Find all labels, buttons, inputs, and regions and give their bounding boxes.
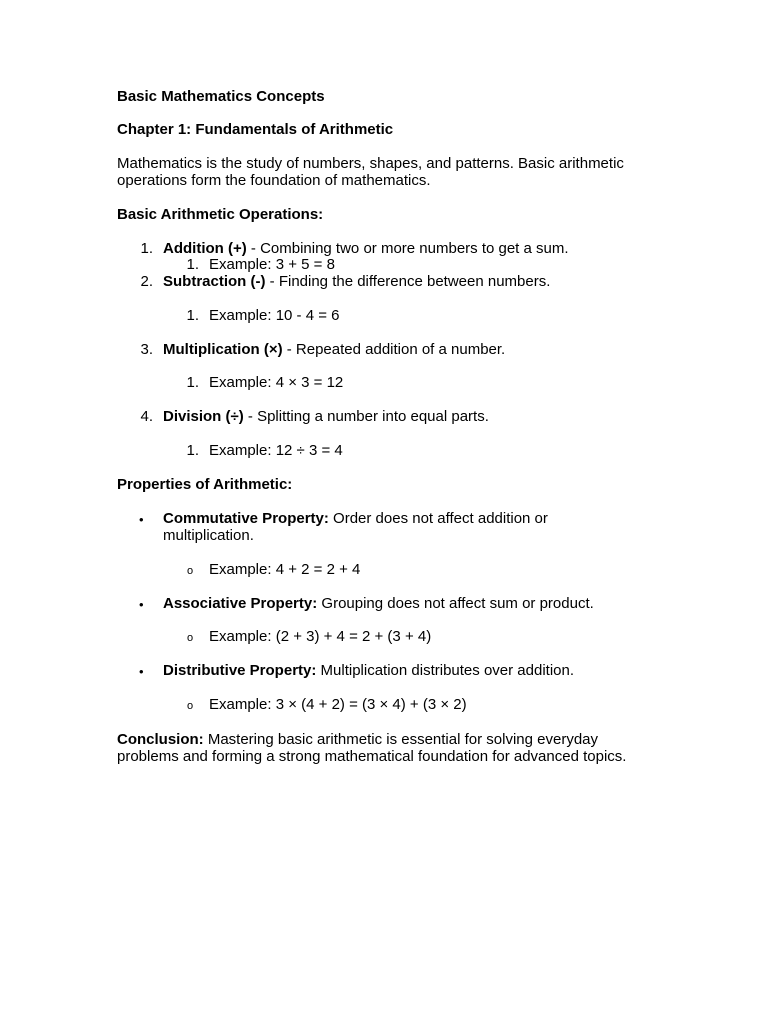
conclusion-paragraph — [117, 731, 657, 765]
operation-desc: - Combining two or more numbers to get a sum. — [246, 240, 569, 257]
bullet-icon: • — [139, 664, 144, 679]
operation-example: Example: 12 ÷ 3 = 4 — [209, 442, 343, 459]
operation-term: Addition (+) — [163, 240, 247, 257]
document-title: Basic Mathematics Concepts — [117, 88, 325, 105]
conclusion-text: Mastering basic arithmetic is essential for solving everyday problems and forming a strong mathematical foundation for advanced topics. — [117, 731, 627, 765]
property-desc: Multiplication distributes over addition. — [316, 662, 575, 679]
property-desc: Order does not affect addition or multiplication. — [163, 510, 548, 544]
sub-list-number: 1. — [186, 256, 199, 273]
property-example: Example: 3 × (4 + 2) = (3 × 4) + (3 × 2) — [209, 696, 467, 713]
list-number: 1. — [140, 240, 153, 257]
operation-desc: - Finding the difference between numbers. — [265, 273, 551, 290]
circle-bullet-icon: o — [187, 632, 194, 644]
list-number: 2. — [140, 273, 153, 290]
operation-example: Example: 10 - 4 = 6 — [209, 307, 340, 324]
sub-list-number: 1. — [186, 374, 199, 391]
operation-line — [163, 408, 489, 425]
sub-list-number: 1. — [186, 442, 199, 459]
operation-line — [163, 341, 505, 358]
property-term: Associative Property: — [163, 595, 318, 612]
operation-desc: - Repeated addition of a number. — [282, 341, 506, 358]
properties-heading: Properties of Arithmetic: — [117, 476, 293, 493]
operation-term: Multiplication (×) — [163, 341, 283, 358]
operation-example: Example: 3 + 5 = 8 — [209, 256, 335, 273]
bullet-icon: • — [139, 597, 144, 612]
operation-term: Division (÷) — [163, 408, 244, 425]
intro-paragraph: Mathematics is the study of numbers, shapes, and patterns. Basic arithmetic operations form the foundation of mathematics. — [117, 155, 624, 189]
property-term: Distributive Property: — [163, 662, 317, 679]
property-line — [163, 595, 594, 612]
list-number: 3. — [140, 341, 153, 358]
operation-desc: - Splitting a number into equal parts. — [243, 408, 489, 425]
sub-list-number: 1. — [186, 307, 199, 324]
property-example: Example: (2 + 3) + 4 = 2 + (3 + 4) — [209, 628, 432, 645]
operation-line — [163, 240, 569, 257]
property-desc: Grouping does not affect sum or product. — [317, 595, 594, 612]
operation-term: Subtraction (-) — [163, 273, 266, 290]
operation-line — [163, 273, 550, 290]
chapter-title: Chapter 1: Fundamentals of Arithmetic — [117, 121, 394, 138]
property-example: Example: 4 + 2 = 2 + 4 — [209, 561, 361, 578]
property-line — [163, 662, 574, 679]
property-line — [163, 510, 583, 544]
list-number: 4. — [140, 408, 153, 425]
operation-example: Example: 4 × 3 = 12 — [209, 374, 344, 391]
circle-bullet-icon: o — [187, 565, 194, 577]
bullet-icon: • — [139, 512, 144, 527]
operations-heading: Basic Arithmetic Operations: — [117, 206, 324, 223]
conclusion-label: Conclusion: — [117, 731, 204, 748]
circle-bullet-icon: o — [187, 700, 194, 712]
property-term: Commutative Property: — [163, 510, 329, 527]
